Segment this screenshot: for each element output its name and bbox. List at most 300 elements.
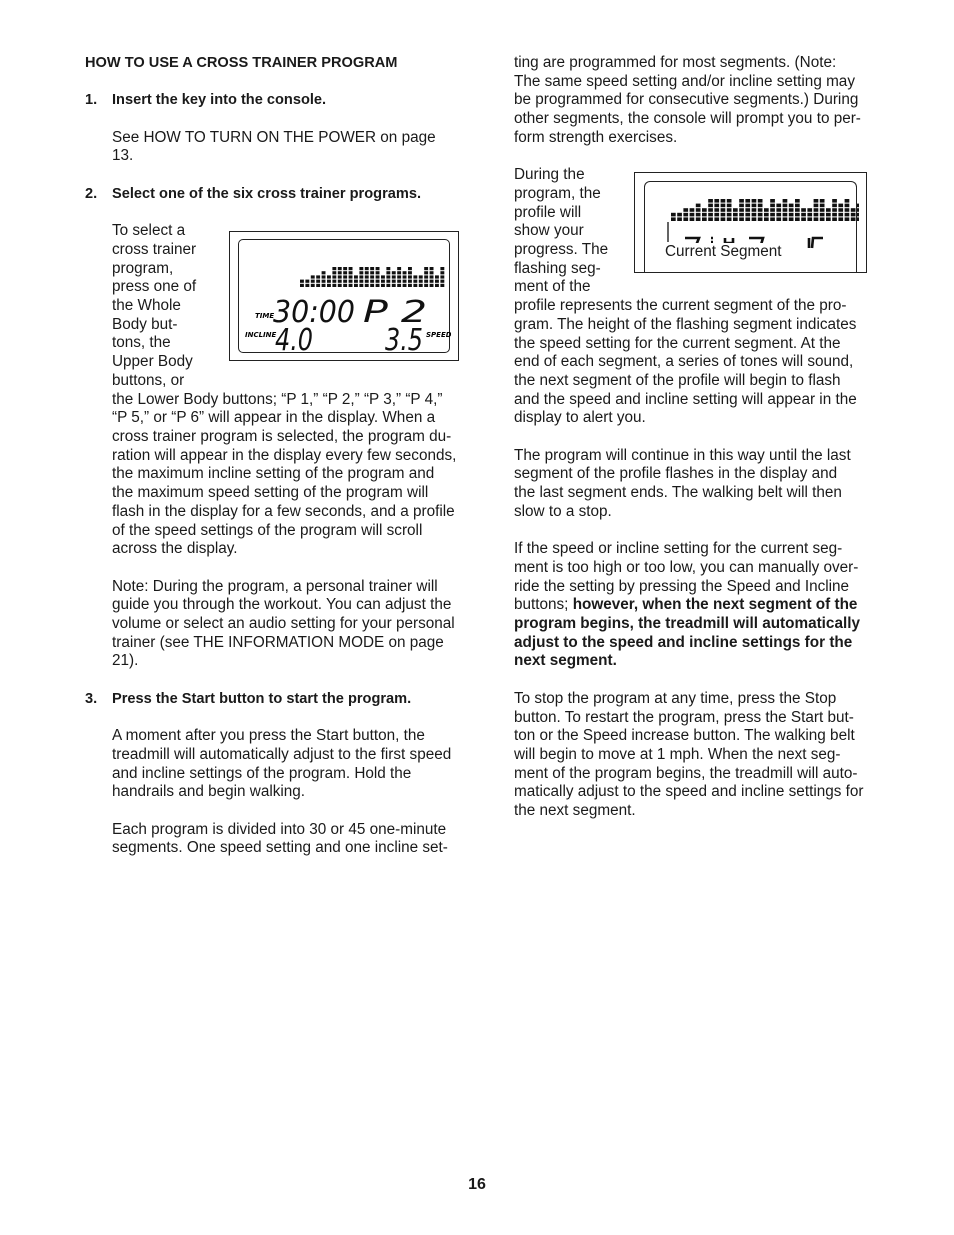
profile-block [386, 280, 390, 283]
step-heading: Select one of the six cross trainer programs. [112, 185, 422, 202]
profile-block [408, 284, 412, 287]
profile-block [807, 213, 812, 217]
text-line: button. To restart the program, press the Start but- [514, 708, 854, 726]
profile-block [807, 208, 812, 212]
profile-block [739, 199, 744, 203]
profile-block [733, 213, 738, 217]
bold-text-line: program begins, the treadmill will automatically [514, 615, 860, 633]
step-2-heading [85, 185, 465, 204]
profile-block [814, 204, 819, 208]
profile-block [745, 217, 750, 221]
profile-block [826, 208, 831, 212]
profile-block [783, 208, 788, 212]
text-line: “P 5,” or “P 6” will appear in the display. When a [112, 409, 436, 427]
text-line: display to alert you. [514, 409, 646, 427]
profile-block [430, 284, 434, 287]
profile-block [795, 208, 800, 212]
speed-label: SPEED [426, 331, 451, 339]
profile-block [322, 280, 326, 283]
profile-block [354, 275, 358, 278]
profile-block [714, 217, 719, 221]
console-display-illustration [229, 231, 459, 361]
profile-block [430, 280, 434, 283]
profile-block [332, 284, 336, 287]
profile-block [739, 204, 744, 208]
profile-block [708, 208, 713, 212]
text-line: the maximum speed setting of the program will [112, 484, 429, 502]
profile-block [770, 217, 775, 221]
profile-block [801, 213, 806, 217]
profile-block [708, 217, 713, 221]
profile-block [376, 280, 380, 283]
text-line: across the display. [112, 540, 238, 558]
profile-block [435, 280, 439, 283]
profile-block [392, 280, 396, 283]
profile-block [365, 284, 369, 287]
profile-block [392, 271, 396, 274]
profile-block [403, 275, 407, 278]
profile-block [365, 275, 369, 278]
profile-block [814, 208, 819, 212]
text-line: press one of [112, 278, 197, 296]
text-line: program, the [514, 184, 601, 202]
profile-block [424, 275, 428, 278]
profile-block [327, 280, 331, 283]
text-line: See HOW TO TURN ON THE POWER on page [112, 128, 436, 146]
text-line: end of each segment, a series of tones will sound, [514, 353, 854, 371]
profile-block [807, 217, 812, 221]
profile-block [838, 208, 843, 212]
profile-block [764, 217, 769, 221]
profile-block [838, 204, 843, 208]
profile-block [832, 213, 837, 217]
profile-block [776, 213, 781, 217]
text-line: matically adjust to the speed and incline settings for [514, 783, 864, 801]
profile-block [683, 213, 688, 217]
step-1-text [85, 129, 465, 166]
text-line: handrails and begin walking. [112, 783, 306, 801]
profile-block [408, 275, 412, 278]
text-line: segments. One speed setting and one incline set- [112, 839, 448, 857]
profile-block [370, 267, 374, 270]
profile-block [365, 271, 369, 274]
profile-block [305, 280, 309, 283]
profile-block [857, 217, 859, 221]
profile-block [708, 213, 713, 217]
time-label: TIME [255, 312, 275, 320]
profile-block [440, 267, 444, 270]
text-line: the maximum incline setting of the program and [112, 465, 435, 483]
profile-block [424, 267, 428, 270]
profile-block [332, 267, 336, 270]
profile-block [327, 284, 331, 287]
profile-block [758, 213, 763, 217]
profile-block [370, 271, 374, 274]
profile-block [801, 208, 806, 212]
profile-block [349, 275, 353, 278]
profile-block [419, 284, 423, 287]
text-line: the next segment of the profile will begin to flash [514, 371, 841, 389]
text-line: the next segment. [514, 802, 636, 820]
left-column [85, 54, 465, 858]
text-line: profile will [514, 203, 582, 221]
profile-block [354, 280, 358, 283]
profile-block [714, 213, 719, 217]
profile-block [814, 217, 819, 221]
profile-block [714, 208, 719, 212]
text-line: A moment after you press the Start button, the [112, 727, 425, 745]
profile-block [435, 284, 439, 287]
text-line: volume or select an audio setting for your personal [112, 615, 455, 633]
profile-block [739, 217, 744, 221]
incline-value: 4.0 [275, 323, 313, 354]
profile-block [758, 208, 763, 212]
profile-block [764, 213, 769, 217]
profile-block [343, 284, 347, 287]
profile-block [795, 199, 800, 203]
profile-block [770, 213, 775, 217]
profile-block [408, 280, 412, 283]
profile-block [381, 275, 385, 278]
profile-block [770, 199, 775, 203]
text-line: tons, the [112, 334, 171, 352]
text-line: flashing seg- [514, 259, 601, 277]
text-span: buttons; [514, 596, 573, 614]
profile-block [338, 280, 342, 283]
profile-block [424, 280, 428, 283]
text-line: The program will continue in this way until the last [514, 446, 851, 464]
step-heading: Press the Start button to start the program. [112, 690, 412, 707]
profile-block [359, 271, 363, 274]
display-graphic [239, 240, 451, 354]
profile-block [820, 213, 825, 217]
profile-block [783, 217, 788, 221]
profile-block [690, 208, 695, 212]
profile-block [752, 208, 757, 212]
text-line: During the [514, 166, 585, 184]
profile-block [300, 284, 304, 287]
profile-block [671, 217, 676, 221]
profile-block [397, 284, 401, 287]
text-line: trainer (see THE INFORMATION MODE on page [112, 633, 444, 651]
profile-block [851, 208, 856, 212]
profile-block [376, 267, 380, 270]
text-line: the Whole [112, 297, 181, 315]
profile-block [721, 217, 726, 221]
profile-block [316, 284, 320, 287]
profile-block [832, 199, 837, 203]
profile-block [727, 199, 732, 203]
profile-block [752, 204, 757, 208]
text-line: ment is too high or too low, you can manually over- [514, 558, 859, 576]
profile-block [359, 280, 363, 283]
profile-block [851, 213, 856, 217]
profile-block [359, 267, 363, 270]
profile-block [316, 275, 320, 278]
profile-block [832, 217, 837, 221]
step-number: 2. [85, 185, 98, 202]
profile-block [826, 217, 831, 221]
profile-block [419, 275, 423, 278]
time-value: 30:00 [273, 295, 355, 330]
profile-block [403, 284, 407, 287]
text-line: other segments, the console will prompt you to per- [514, 110, 861, 128]
profile-block [845, 213, 850, 217]
profile-block [440, 284, 444, 287]
profile-block [752, 213, 757, 217]
right-column [514, 54, 870, 821]
profile-block [857, 213, 859, 217]
profile-block [733, 217, 738, 221]
profile-block [392, 284, 396, 287]
profile-block [386, 267, 390, 270]
profile-block [770, 208, 775, 212]
profile-block [702, 217, 707, 221]
step-3-heading [85, 690, 465, 709]
profile-block [424, 284, 428, 287]
profile-block [435, 275, 439, 278]
profile-block [832, 208, 837, 212]
profile-block [838, 217, 843, 221]
step-1-heading [85, 91, 465, 110]
profile-block [311, 284, 315, 287]
profile-block [322, 275, 326, 278]
profile-block [820, 208, 825, 212]
profile-block [696, 213, 701, 217]
profile-block [845, 204, 850, 208]
profile-block [696, 208, 701, 212]
profile-block [397, 271, 401, 274]
text-line: ment of the [514, 278, 591, 296]
profile-block [845, 199, 850, 203]
text-line: flash in the display for a few seconds, and a profile [112, 502, 455, 520]
profile-block [795, 204, 800, 208]
profile-block [801, 217, 806, 221]
profile-block [702, 213, 707, 217]
text-line: ment of the program begins, the treadmill will auto- [514, 764, 858, 782]
profile-block [814, 213, 819, 217]
profile-block [752, 217, 757, 221]
profile-block [702, 208, 707, 212]
text-line: the Lower Body buttons; “P 1,” “P 2,” “P 3,” “P 4,” [112, 390, 443, 408]
profile-block [370, 280, 374, 283]
profile-block [376, 284, 380, 287]
profile-block [690, 213, 695, 217]
text-line [514, 596, 870, 615]
profile-block [386, 284, 390, 287]
profile-block [814, 199, 819, 203]
profile-block [776, 208, 781, 212]
text-line: show your [514, 222, 584, 240]
profile-block [300, 280, 304, 283]
profile-block [776, 217, 781, 221]
profile-block [727, 213, 732, 217]
profile-block [419, 280, 423, 283]
step-heading: Insert the key into the console. [112, 92, 327, 109]
profile-block [332, 271, 336, 274]
profile-block [727, 208, 732, 212]
profile-block [413, 275, 417, 278]
profile-block [343, 267, 347, 270]
profile-block [745, 208, 750, 212]
profile-block [316, 280, 320, 283]
profile-block [857, 204, 859, 208]
profile-block [789, 204, 794, 208]
speed-value: 3.5 [385, 323, 423, 354]
profile-block [826, 213, 831, 217]
profile-block [365, 280, 369, 283]
profile-block [677, 213, 682, 217]
profile-block [311, 275, 315, 278]
profile-block [349, 267, 353, 270]
text-line: profile represents the current segment of the pro- [514, 297, 847, 315]
text-line: form strength exercises. [514, 128, 678, 146]
profile-block [789, 213, 794, 217]
text-line: and the speed and incline setting will appear in the [514, 390, 857, 408]
text-line: cross trainer program is selected, the program du- [112, 428, 452, 445]
profile-block [789, 208, 794, 212]
text-line: the last segment ends. The walking belt will then [514, 484, 842, 502]
profile-block [381, 284, 385, 287]
text-line: Each program is divided into 30 or 45 one-minute [112, 820, 447, 838]
bold-text-line: adjust to the speed and incline settings for the [514, 633, 853, 651]
text-line: To select a [112, 222, 186, 240]
profile-block [349, 284, 353, 287]
text-line: To stop the program at any time, press the Stop [514, 689, 837, 707]
profile-block [359, 284, 363, 287]
profile-block [365, 267, 369, 270]
profile-block [820, 199, 825, 203]
incline-label: INCLINE [245, 331, 277, 339]
text-line: 13. [112, 147, 134, 165]
text-line: slow to a stop. [514, 502, 612, 520]
profile-block [745, 213, 750, 217]
profile-block [795, 213, 800, 217]
step-3-text [85, 727, 465, 858]
profile-block [714, 199, 719, 203]
text-line: buttons, or [112, 371, 185, 389]
profile-block [789, 217, 794, 221]
text-line: Upper Body [112, 353, 193, 371]
profile-block [739, 213, 744, 217]
profile-block [440, 275, 444, 278]
profile-block [408, 267, 412, 270]
profile-block [376, 275, 380, 278]
profile-block [397, 280, 401, 283]
text-line: of the speed settings of the program will scroll [112, 521, 423, 539]
text-line: ration will appear in the display every few seconds, [112, 446, 457, 464]
profile-block [696, 217, 701, 221]
profile-block [338, 284, 342, 287]
text-line: will begin to move at 1 mph. When the next seg- [514, 745, 841, 763]
profile-block [671, 213, 676, 217]
text-line: cross trainer [112, 240, 197, 258]
text-line: ting are programmed for most segments. (Note: [514, 54, 837, 71]
profile-block [838, 213, 843, 217]
profile-block [758, 217, 763, 221]
profile-block [359, 275, 363, 278]
profile-block [758, 204, 763, 208]
display-screen [238, 239, 450, 353]
text-line: progress. The [514, 241, 609, 259]
profile-block [386, 275, 390, 278]
profile-block [430, 271, 434, 274]
profile-block [783, 204, 788, 208]
profile-block [683, 208, 688, 212]
profile-block [795, 217, 800, 221]
profile-block [783, 213, 788, 217]
current-segment-label: Current Segment [665, 243, 782, 260]
text-line: the speed setting for the current segment. At the [514, 334, 841, 352]
profile-block [403, 280, 407, 283]
text-line: segment of the profile flashes in the display and [514, 465, 838, 483]
profile-block [851, 217, 856, 221]
profile-block [776, 204, 781, 208]
profile-block [332, 280, 336, 283]
profile-block [386, 271, 390, 274]
profile-block [397, 275, 401, 278]
profile-block [305, 284, 309, 287]
profile-block [349, 271, 353, 274]
step-number: 3. [85, 690, 98, 707]
profile-block [332, 275, 336, 278]
program-value: P 2 [363, 295, 427, 330]
profile-block [708, 199, 713, 203]
text-line: ton or the Speed increase button. The walking belt [514, 727, 855, 745]
text-line: be programmed for consecutive segments.) During [514, 91, 859, 109]
profile-block [349, 280, 353, 283]
profile-block [721, 208, 726, 212]
profile-block [745, 204, 750, 208]
profile-block [343, 280, 347, 283]
profile-block [311, 280, 315, 283]
profile-block [343, 275, 347, 278]
step-number: 1. [85, 92, 98, 109]
profile-block [322, 284, 326, 287]
profile-block [413, 284, 417, 287]
profile-block [708, 204, 713, 208]
profile-block [327, 275, 331, 278]
profile-block [770, 204, 775, 208]
profile-block [721, 199, 726, 203]
profile-block [430, 267, 434, 270]
profile-block [376, 271, 380, 274]
profile-block [413, 280, 417, 283]
profile-block [440, 280, 444, 283]
profile-block [727, 217, 732, 221]
profile-block [322, 271, 326, 274]
profile-block [683, 217, 688, 221]
profile-block [758, 199, 763, 203]
profile-block [338, 271, 342, 274]
profile-block [408, 271, 412, 274]
bold-text-span: however, when the next segment of the [572, 596, 858, 614]
profile-block [721, 213, 726, 217]
profile-block [696, 204, 701, 208]
profile-block [739, 208, 744, 212]
profile-block [370, 284, 374, 287]
page-number: 16 [468, 1176, 486, 1193]
profile-block [338, 267, 342, 270]
profile-block [440, 271, 444, 274]
text-line: and incline settings of the program. Hold the [112, 764, 412, 782]
text-line: guide you through the workout. You can adjust the [112, 596, 452, 614]
profile-block [343, 271, 347, 274]
profile-block [354, 284, 358, 287]
profile-block [857, 208, 859, 212]
text-line: Body but- [112, 315, 178, 333]
profile-block [338, 275, 342, 278]
